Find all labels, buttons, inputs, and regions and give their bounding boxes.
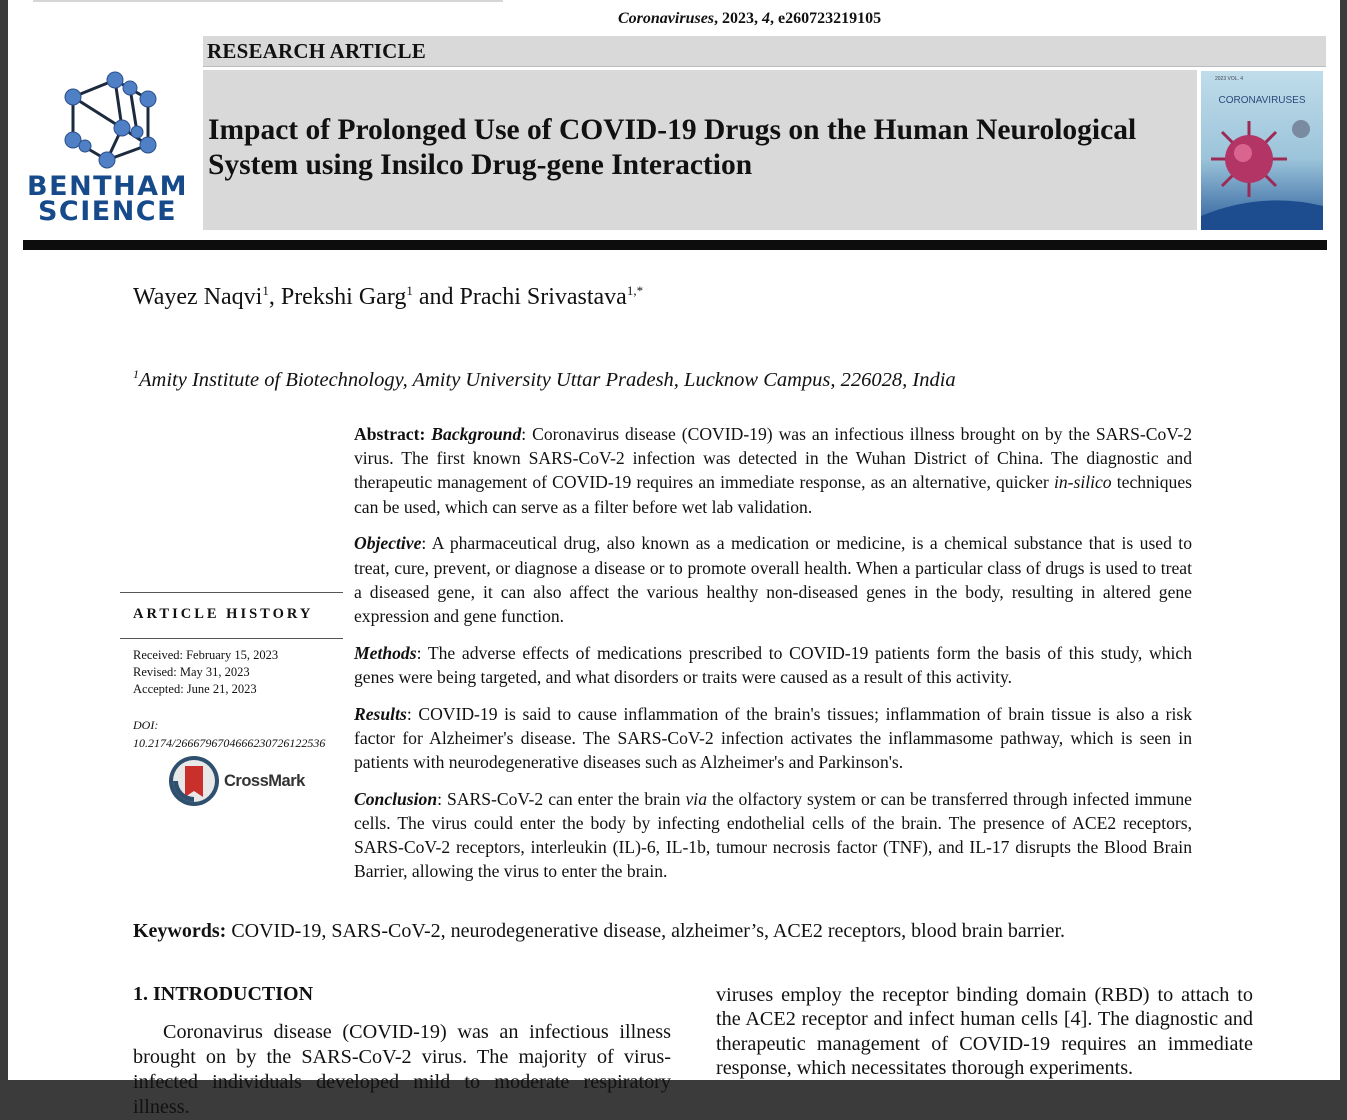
section-label: RESEARCH ARTICLE	[207, 39, 426, 63]
intro-left-column: Coronavirus disease (COVID-19) was an infectious illness brought on by the SARS-CoV-2 virus. The majority of virus-infected individuals developed mild to moderate respiratory illness.	[133, 1021, 671, 1118]
journal-volume: 4	[762, 10, 771, 27]
conclusion-label: Conclusion	[354, 788, 438, 809]
top-strip	[33, 0, 503, 2]
affiliation-text: Amity Institute of Biotechnology, Amity University Uttar Pradesh, Lucknow Campus, 226028, India	[139, 368, 956, 391]
keywords-text: COVID-19, SARS-CoV-2, neurodegenerative disease, alzheimer’s, ACE2 receptors, blood brain barrier.	[226, 920, 1066, 942]
abstract-results	[354, 702, 1192, 775]
author-3: and Prachi Srivastava	[412, 284, 627, 310]
history-divider-top	[120, 592, 343, 593]
journal-year: , 2023,	[714, 10, 763, 27]
journal-article-id: , e260723219105	[770, 10, 882, 27]
publisher-name	[25, 171, 190, 227]
results-label: Results	[354, 703, 407, 724]
affiliation	[133, 367, 956, 392]
journal-citation	[618, 10, 881, 28]
methods-text: : The adverse effects of medications prescribed to COVID-19 patients form the basis of this study, which genes were being targeted, and what disorders or traits were caused as a result of this activity.	[354, 642, 1192, 687]
methods-label: Methods	[354, 642, 417, 663]
background-text-end: techniques can be used, which can serve as a filter before wet lab validation.	[354, 472, 1193, 517]
journal-name: Coronaviruses	[618, 10, 715, 27]
header-rule	[23, 240, 1327, 250]
author-1-sup: 1	[262, 283, 269, 298]
objective-label: Objective	[354, 533, 422, 554]
doi-block	[133, 716, 325, 752]
results-text: : COVID-19 is said to cause inflammation of the brain's tissues; inflammation of brain tissue is also a risk factor for Alzheimer's disease. The SARS-CoV-2 infection activates the inflammasome pathway, which is seen in patients with neurodegenerative diseases such as Alzheimer's and Parkinson's.	[354, 703, 1192, 772]
background-italic: in-silico	[1053, 472, 1112, 493]
title-box	[203, 70, 1197, 230]
keywords	[133, 920, 1065, 943]
author-list	[133, 283, 643, 311]
affiliation-sup: 1	[133, 367, 139, 381]
author-2: , Prekshi Garg	[268, 284, 407, 310]
abstract	[354, 422, 1192, 896]
abstract-background	[354, 422, 1192, 519]
history-heading: ARTICLE HISTORY	[133, 606, 314, 622]
publisher-name-line1: BENTHAM	[27, 171, 188, 202]
conclusion-italic: via	[685, 788, 707, 809]
abstract-conclusion	[354, 787, 1192, 884]
history-divider-bottom	[120, 638, 343, 639]
background-label: Background	[431, 424, 522, 444]
crossmark-icon[interactable]	[168, 755, 220, 807]
doi-link[interactable]: 10.2174/2666796704666230726122536	[133, 736, 326, 750]
section-label-bar	[203, 36, 1326, 67]
article-title: Impact of Prolonged Use of COVID-19 Drugs on the Human Neurological System using Insilco Drug-gene Interaction	[208, 114, 1137, 181]
abstract-objective	[354, 531, 1192, 628]
abstract-methods	[354, 641, 1192, 689]
crossmark-label[interactable]: CrossMark	[224, 772, 305, 790]
keywords-label: Keywords:	[133, 920, 227, 942]
author-1: Wayez Naqvi	[133, 284, 263, 310]
publisher-name-line2: SCIENCE	[37, 196, 178, 227]
abstract-label: Abstract:	[354, 424, 426, 444]
received-date: Received: February 15, 2023	[133, 648, 279, 662]
author-3-sup: 1,*	[626, 283, 644, 298]
intro-right-column: viruses employ the receptor binding domain (RBD) to attach to the ACE2 receptor and infect human cells [4]. The diagnostic and therapeutic management of COVID-19 requires an immediate response, which necessitates thorough experiments.	[716, 984, 1253, 1079]
cover-title: CORONAVIRUSES	[1218, 95, 1306, 106]
cover-volume: 2023 VOL. 4	[1215, 76, 1244, 82]
doi-label: DOI:	[133, 718, 159, 732]
virus-icon	[1201, 71, 1323, 230]
journal-cover[interactable]	[1201, 71, 1323, 230]
paper-page	[8, 0, 1340, 1118]
molecule-icon	[25, 70, 190, 180]
revised-date: Revised: May 31, 2023	[133, 665, 250, 679]
background-text: : Coronavirus disease (COVID-19) was an infectious illness brought on by the SARS-CoV-2 virus. The first known SARS-CoV-2 infection was detected in the Wuhan District of China. The diagnostic and therapeutic management of COVID-19 requires an immediate response, as an alternative, quicker	[354, 424, 1192, 493]
history-dates	[133, 647, 278, 698]
accepted-date: Accepted: June 21, 2023	[133, 682, 257, 696]
conclusion-text-end: the olfactory system or can be transferred through infected immune cells. The virus could enter the body by infecting endothelial cells of the brain. The presence of ACE2 receptors, SARS-CoV-2 receptors, interleukin (IL)-6, IL-1b, tumour necrosis factor (TNF), and IL-17 disrupts the Blood Brain Barrier, allowing the virus to enter the brain.	[354, 788, 1192, 882]
publisher-logo	[25, 70, 190, 230]
conclusion-text: : SARS-CoV-2 can enter the brain	[437, 788, 686, 809]
intro-heading: 1. INTRODUCTION	[133, 983, 314, 1005]
author-2-sup: 1	[406, 283, 413, 298]
objective-text: : A pharmaceutical drug, also known as a medication or medicine, is a chemical substance that is used to treat, cure, prevent, or diagnose a disease or to promote overall health. When a particular class of drugs is used to treat a diseased gene, it can also affect the various healthy non-diseased genes in the body, resulting in altered gene expression and gene function.	[354, 533, 1192, 626]
